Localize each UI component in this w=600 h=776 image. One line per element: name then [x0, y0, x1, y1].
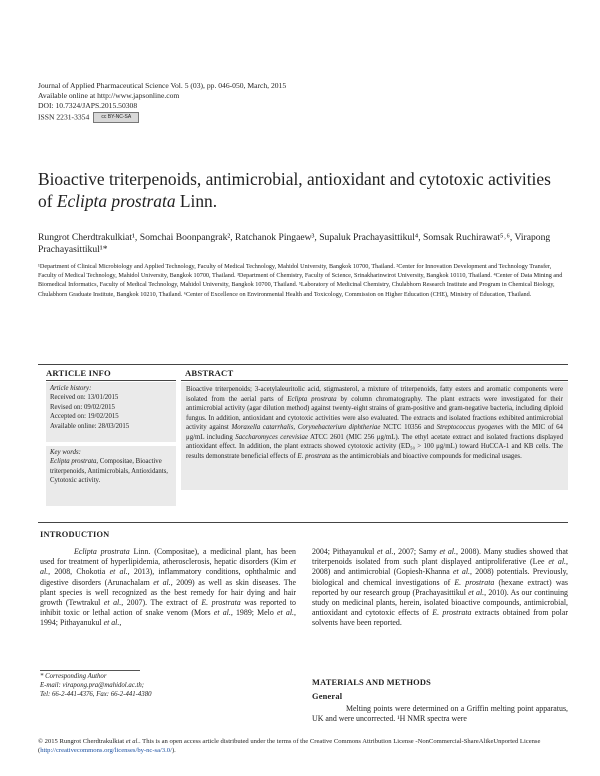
abstract-rule [181, 380, 568, 381]
general-paragraph: Melting points were determined on a Griffin melting point apparatus, UK and were uncorrected. ¹H NMR spectra were [312, 704, 568, 724]
corresponding-email[interactable]: E-mail: virapong.pra@mahidol.ac.th; [40, 681, 145, 689]
journal-doi: DOI: 10.7324/JAPS.2015.50308 [38, 101, 138, 111]
available-date: Available online: 28/03/2015 [50, 422, 130, 430]
article-history-box [46, 382, 176, 442]
corresponding-label: * Corresponding Author [40, 673, 107, 680]
received-date: Received on: 13/01/2015 [50, 394, 119, 402]
footnote-rule [40, 670, 140, 671]
abstract-box [181, 382, 568, 490]
journal-issn: ISSN 2231-3354 cc BY-NC-SA [38, 112, 286, 123]
section-top-rule [38, 364, 568, 365]
keywords-box [46, 446, 176, 506]
affiliations: ¹Department of Clinical Microbiology and Applied Technology, Faculty of Medical Technology, Mahidol University, Bangkok 10700, Thailand. ²Center for Innovation Development and Technology Transfer, Faculty of Medical Technology, Mahidol University, Bangkok 10700, Thailand. ³Department of Chemistry, Faculty of Science, Srinakharinwirot University, Bangkok 10110, Thailand. ⁴Center of Data Mining and Biomedical Informatics, Faculty of Medical Technology, Mahidol University, Bangkok 10700, Thailand. ⁵Laboratory of Medicinal Chemistry, Chulabhorn Research Institute and Program in Chemical Biology, Chulabhorn Graduate Institute, Bangkok 10210, Thailand. ⁶Center of Excellence on Environmental Health and Toxicology, Commission on Higher Education (CHE), Ministry of Education, Thailand. [38, 263, 563, 298]
revised-date: Revised on: 09/02/2015 [50, 403, 115, 411]
corresponding-author [40, 673, 240, 699]
introduction-heading: INTRODUCTION [40, 530, 110, 539]
article-info-rule [46, 380, 176, 381]
general-subheading: General [312, 692, 343, 701]
history-label: Article history: [50, 385, 92, 392]
intro-continued-paragraph: 2004; Pithayanukul et al., 2007; Samy et al., 2008). Many studies showed that triterpenoids isolated from such plant displayed antiproliferative (Lee et al., 2008) and antimicrobial (Gopiesh-Khanna et al., 2008) potentials. Previously, biological and chemical investigations of E. prostrata (hexane extract) was reported by our research group (Prachayasittikul et al., 2010). As our continuing study on medicinal plants, herein, isolated bioactive compounds, antimicrobial, antioxidant and cytotoxic effects of E. prostrata extracts obtained from polar solvents have been reported. [312, 547, 569, 628]
license-link[interactable]: http://creativecommons.org/licenses/by-nc-sa/3.0/ [40, 747, 172, 754]
article-info-heading: ARTICLE INFO [46, 368, 111, 378]
article-title: Bioactive triterpenoids, antimicrobial, antioxidant and cytotoxic activities of Eclipta prostrata Linn. [38, 169, 551, 211]
abstract-heading: ABSTRACT [185, 368, 234, 378]
journal-citation: Journal of Applied Pharmaceutical Science Vol. 5 (03), pp. 046-050, March, 2015 [38, 81, 287, 90]
corresponding-phone: Tel: 66-2-441-4376, Fax: 66-2-441-4380 [40, 690, 152, 698]
materials-methods-heading: MATERIALS AND METHODS [312, 678, 431, 687]
journal-website[interactable]: Available online at http://www.japsonline.com [38, 91, 180, 101]
journal-header [38, 81, 286, 123]
section-bottom-rule [38, 522, 568, 523]
abstract-text: Bioactive triterpenoids; 3-acetylaleuritolic acid, stigmasterol, a mixture of triterpenoids, fatty esters and aromatic components were isolated from the aerial parts of Eclipta prostrata by column chromatography. The plant extracts were investigated for their antimicrobial activity (agar dilution method) against twenty-eight strains of gram-positive and gram-negative bacteria, including diploid fungus. In addition, antioxidant and cytotoxic activities were also evaluated. The extracts and isolated fractions exhibited antimicrobial activity against Moraxella catarrhalis, Corynebacterium diphtheriae NCTC 10356 and Streptococcus pyogenes with the MIC of 64 μg/mL including Saccharomyces cerevisiae ATCC 2601 (MIC 256 μg/mL). The ethyl acetate extract and isolated fractions displayed antioxidant effect. In addition, the plant extracts showed cytotoxic activity (ED₅₀ > 100 μg/mL) toward HuCCA-1 and KB cells. The results demonstrate beneficial effects of E. prostrata as the antimicrobials and bioactive compounds for medicinal usages. [186, 386, 564, 460]
keywords-label: Key words: [50, 449, 81, 456]
accepted-date: Accepted on: 19/02/2015 [50, 413, 119, 421]
license-footer: © 2015 Rungrot Cherdtrakulkiat et al.. This is an open access article distributed under the terms of the Creative Commons Attribution License -NonCommercial-ShareAlikeUnported License (http://creativecommons.org/licenses/by-nc-sa/3.0/). [38, 738, 541, 754]
cc-license-badge[interactable]: cc BY-NC-SA [93, 112, 139, 123]
author-list: Rungrot Cherdtrakulkiat¹, Somchai Boonpangrak², Ratchanok Pingaew³, Supaluk Prachayasittikul⁴, Somsak Ruchirawat⁵˒⁶, Virapong Prachayasittikul¹* [38, 232, 551, 255]
keywords-list: Eclipta prostrata, Compositae, Bioactive triterpenoids, Antimicrobials, Antioxidants, Cytotoxic activity. [50, 458, 168, 485]
introduction-paragraph: Eclipta prostrata Linn. (Compositae), a medicinal plant, has been used for treatment of hyperlipidemia, atherosclerosis, hepatic disorders (Kim et al., 2008, Chokotia et al., 2013), inflammatory conditions, ophthalmic and digestive disorders (Arunachalam et al., 2009) as well as skin diseases. The plant species is well recognized as the best remedy for hair dying and hair growth (Tewtrakul et al., 2007). The extract of E. prostrata was reported to inhibit toxic or lethal action of snake venom (Mors et al., 1989; Melo et al., 1994; Pithayanukul et al., [40, 547, 297, 628]
